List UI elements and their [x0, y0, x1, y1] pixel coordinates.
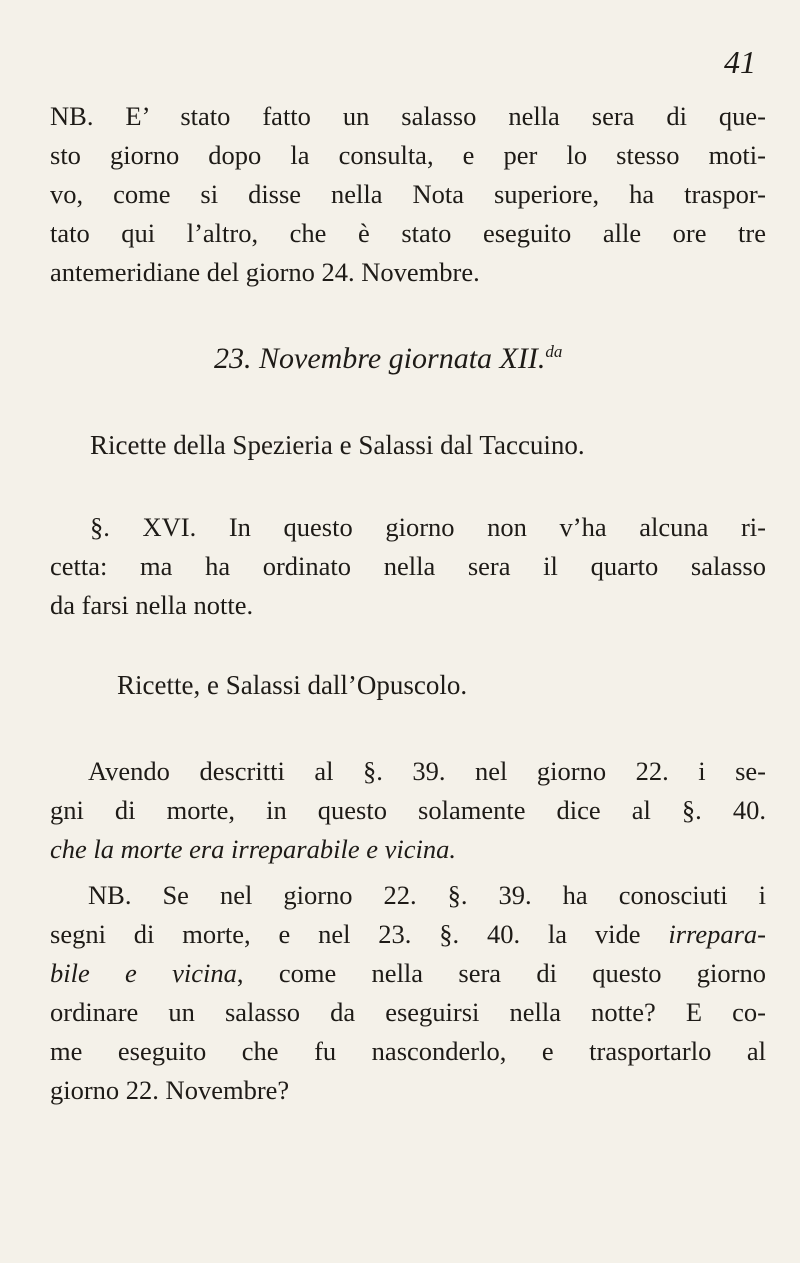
- day-heading: [214, 342, 562, 376]
- note-paragraph-2: [50, 876, 766, 1110]
- text-line: cetta: ma ha ordinato nella sera il quarto salasso: [50, 551, 766, 581]
- note-paragraph-1: [50, 97, 766, 292]
- day-heading-text: 23. Novembre giornata XII.: [214, 342, 546, 375]
- text-line: Avendo descritti al §. 39. nel giorno 22. i se-: [88, 756, 766, 786]
- text-line: ordinare un salasso da eseguirsi nella notte? E co-: [50, 997, 766, 1027]
- page-number: 41: [724, 44, 756, 80]
- text-line: antemeridiane del giorno 24. Novembre.: [50, 257, 480, 287]
- section-heading-opuscolo: Ricette, e Salassi dall’Opuscolo.: [117, 670, 468, 700]
- text-line: me eseguito che fu nasconderlo, e trasportarlo al: [50, 1036, 766, 1066]
- text-line: NB. E’ stato fatto un salasso nella sera di que-: [50, 101, 766, 131]
- italic-phrase: che la morte era irreparabile e vicina.: [50, 834, 456, 864]
- text-line: giorno 22. Novembre?: [50, 1075, 290, 1105]
- section-heading-taccuino: Ricette della Spezieria e Salassi dal Taccuino.: [90, 430, 585, 460]
- text-line: NB. Se nel giorno 22. §. 39. ha conosciuti i: [88, 880, 766, 910]
- text-line: gni di morte, in questo solamente dice al §. 40.: [50, 795, 766, 825]
- italic-phrase: irrepara-: [668, 919, 766, 949]
- text-line: tato qui l’altro, che è stato eseguito alle ore tre: [50, 218, 766, 248]
- italic-phrase: bile e vicina: [50, 958, 237, 988]
- text-line: [50, 954, 766, 993]
- text-line: [50, 915, 766, 954]
- text-line: sto giorno dopo la consulta, e per lo stesso moti-: [50, 140, 766, 170]
- section1-paragraph: [50, 508, 766, 625]
- day-heading-suffix: da: [545, 342, 563, 361]
- section2-paragraph: [50, 752, 766, 869]
- text-segment: segni di morte, e nel 23. §. 40. la vide: [50, 919, 669, 949]
- text-line: §. XVI. In questo giorno non v’ha alcuna ri-: [90, 512, 766, 542]
- text-line: da farsi nella notte.: [50, 590, 254, 620]
- text-line: [50, 830, 766, 869]
- text-segment: , come nella sera di questo giorno: [236, 958, 766, 988]
- text-line: vo, come si disse nella Nota superiore, ha traspor-: [50, 179, 766, 209]
